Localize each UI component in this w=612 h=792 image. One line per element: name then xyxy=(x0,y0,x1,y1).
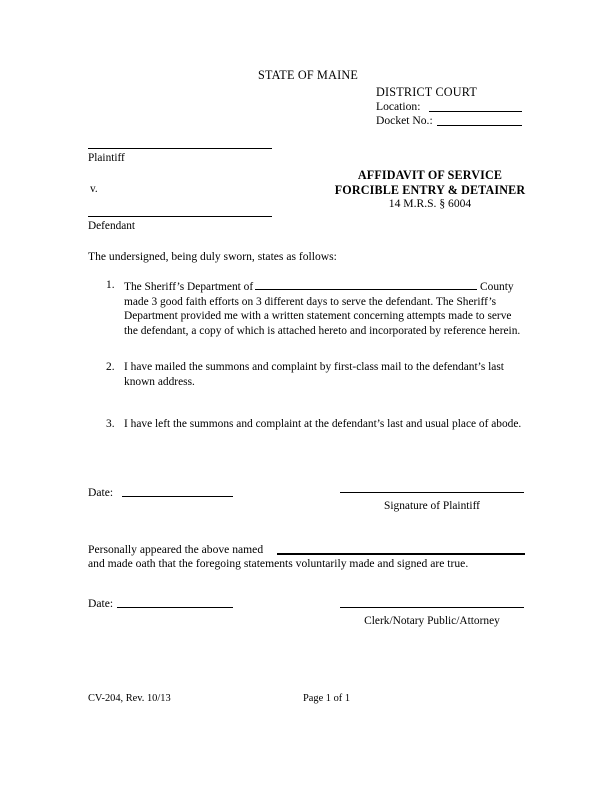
date-label: Date: xyxy=(88,597,114,610)
list-item-body xyxy=(124,278,526,338)
page-number: Page 1 of 1 xyxy=(303,693,351,704)
court-heading: DISTRICT COURT xyxy=(376,85,478,99)
date-fill-in-line[interactable] xyxy=(122,496,233,497)
list-item-text-after-blank: County made 3 good faith efforts on 3 different days to serve the defendant. The Sheriff’s Department provided me with a written statement concerning attempts made to serve the defendant, a copy of which is attached hereto and incorporated by reference herein. xyxy=(124,281,521,337)
defendant-name-fill-in-line[interactable] xyxy=(88,216,272,217)
plaintiff-signature-caption: Signature of Plaintiff xyxy=(384,500,480,512)
list-item xyxy=(106,278,526,338)
oath-text-line-2: and made oath that the foregoing statements voluntarily made and signed are true. xyxy=(88,557,469,570)
docket-number-label: Docket No.: xyxy=(376,114,433,127)
notary-signature-caption: Clerk/Notary Public/Attorney xyxy=(364,615,500,627)
state-heading: STATE OF MAINE xyxy=(258,68,359,82)
defendant-label: Defendant xyxy=(88,220,136,232)
list-item-text: I have mailed the summons and complaint by first-class mail to the defendant’s last known address. xyxy=(124,361,504,388)
statute-citation: 14 M.R.S. § 6004 xyxy=(388,197,472,211)
list-item xyxy=(106,417,526,432)
form-identifier: CV-204, Rev. 10/13 xyxy=(88,693,171,704)
list-item-text-before-blank: The Sheriff’s Department of xyxy=(124,281,254,293)
plaintiff-signature-line[interactable] xyxy=(340,492,524,493)
date-fill-in-line[interactable] xyxy=(117,607,233,608)
list-item-text: I have left the summons and complaint at the defendant’s last and usual place of abode. xyxy=(124,418,522,430)
plaintiff-name-fill-in-line[interactable] xyxy=(88,148,272,149)
county-fill-in-line[interactable] xyxy=(255,278,477,290)
document-title xyxy=(300,168,560,212)
document-title-line-2: FORCIBLE ENTRY & DETAINER xyxy=(334,182,526,197)
affiant-name-fill-in-line[interactable] xyxy=(277,553,525,555)
versus-label: v. xyxy=(90,183,98,195)
oath-text-line-1: Personally appeared the above named xyxy=(88,543,264,556)
list-item xyxy=(106,360,526,389)
plaintiff-label: Plaintiff xyxy=(88,152,125,164)
list-item-number: 2. xyxy=(106,361,115,373)
notary-signature-line[interactable] xyxy=(340,607,524,608)
location-fill-in-line[interactable] xyxy=(429,111,522,112)
list-item-number: 1. xyxy=(106,279,115,291)
docket-number-fill-in-line[interactable] xyxy=(437,125,522,126)
location-label: Location: xyxy=(376,100,421,113)
preamble-text: The undersigned, being duly sworn, states as follows: xyxy=(88,250,337,263)
date-label: Date: xyxy=(88,486,114,499)
document-title-line-1: AFFIDAVIT OF SERVICE xyxy=(357,168,503,182)
list-item-number: 3. xyxy=(106,418,115,430)
